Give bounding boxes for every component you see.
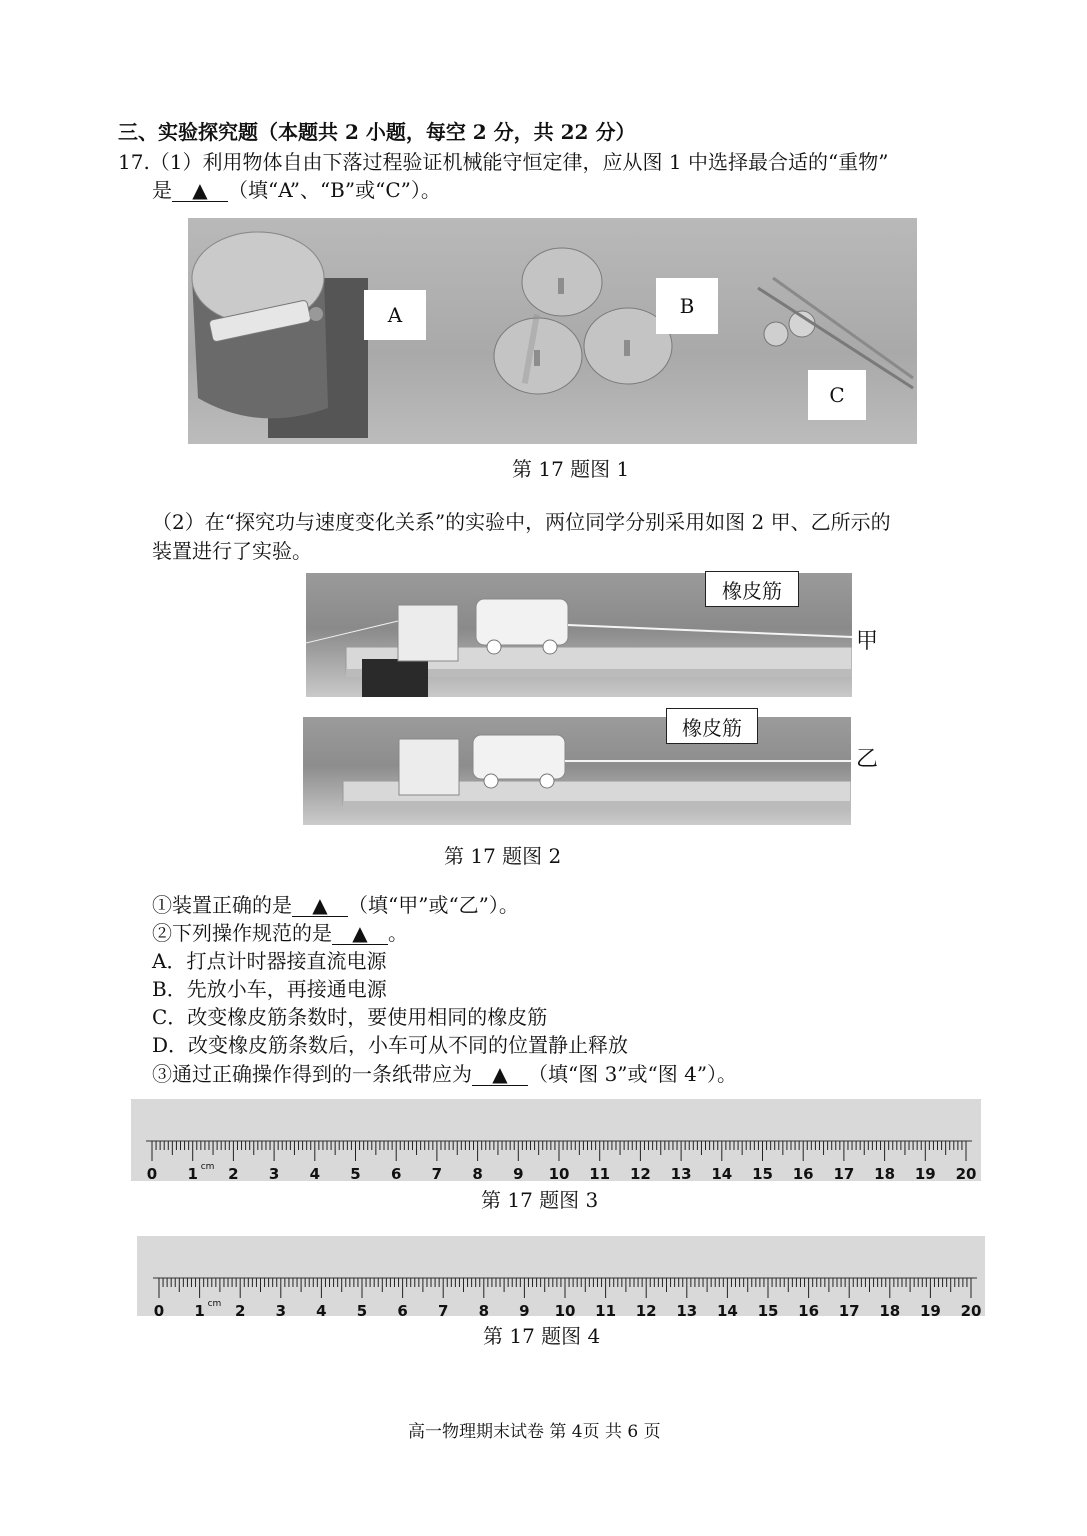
fig3-tick-label: 14 <box>711 1165 733 1181</box>
q17-sub1-pre: ①装置正确的是 <box>152 893 292 917</box>
q17-part2-line2: 装置进行了实验。 <box>152 539 312 563</box>
fig3-tick-label: 15 <box>752 1165 773 1181</box>
fig3-tick-label: 17 <box>833 1165 855 1181</box>
fig4-tick-label: 3 <box>275 1302 287 1316</box>
fig3-tick-label: 12 <box>629 1165 651 1181</box>
q17-part1-pre: 是 <box>152 178 172 202</box>
fig2-jia-band-label: 橡皮筋 <box>705 571 799 607</box>
fig4-tick-label: 20 <box>960 1302 982 1316</box>
fig2-yi-band-label: 橡皮筋 <box>666 708 758 744</box>
fig3-tick-label: 9 <box>513 1165 524 1181</box>
q17-part1-post: （填“A”、“B”或“C”）。 <box>228 178 441 202</box>
fig1-label-c: C <box>808 370 866 420</box>
fig4-tick-label: 10 <box>554 1302 576 1316</box>
fig4-tick-label: 1 <box>194 1302 205 1316</box>
q17-sub1 <box>152 891 519 919</box>
fig1-caption: 第 17 题图 1 <box>512 457 630 481</box>
q17-sub2-post: 。 <box>388 921 408 945</box>
fig2-jia-mark: 甲 <box>856 629 879 654</box>
fig1-photo <box>188 218 917 444</box>
fig3-tick-label: 18 <box>874 1165 896 1181</box>
q17-part1-line1: 17.（1）利用物体自由下落过程验证机械能守恒定律，应从图 1 中选择最合适的“重物” <box>118 150 889 174</box>
fig4-tick-label: 17 <box>838 1302 860 1316</box>
fig3-tick-label: 20 <box>955 1165 977 1181</box>
fig3-tick-label: 2 <box>228 1165 239 1181</box>
fig2-caption: 第 17 题图 2 <box>444 844 562 868</box>
fig3-tick-label: 13 <box>670 1165 692 1181</box>
fig3-ruler <box>131 1099 981 1181</box>
section-heading: 三、实验探究题（本题共 2 小题，每空 2 分，共 22 分） <box>118 120 636 144</box>
fig4-tick-label: 14 <box>716 1302 738 1316</box>
q17-sub2-pre: ②下列操作规范的是 <box>152 921 332 945</box>
fig4-tick-label: 12 <box>635 1302 657 1316</box>
fig4-tick-label: 9 <box>519 1302 530 1316</box>
q17-sub3 <box>152 1060 737 1088</box>
fig4-ruler-scale <box>137 1236 985 1316</box>
fig4-tick-label: 13 <box>676 1302 698 1316</box>
fig3-tick-label: 8 <box>472 1165 483 1181</box>
fig4-tick-label: 11 <box>595 1302 617 1316</box>
fig2-yi-mark: 乙 <box>856 747 879 772</box>
fig3-tick-label: 11 <box>589 1165 611 1181</box>
fig2-yi-apparatus <box>303 717 851 825</box>
fig4-caption: 第 17 题图 4 <box>483 1324 601 1348</box>
fig2-yi-photo <box>303 717 851 825</box>
fig4-tick-label: 18 <box>879 1302 901 1316</box>
fig3-tick-label: 1 <box>187 1165 198 1181</box>
q17-part1-line2 <box>152 176 441 204</box>
fig4-tick-label: 4 <box>316 1302 327 1316</box>
fig1-label-a: A <box>364 290 426 340</box>
fig4-tick-label: 8 <box>478 1302 490 1316</box>
fig4-unit-label: cm <box>207 1299 222 1309</box>
q17-sub1-post: （填“甲”或“乙”）。 <box>348 893 519 917</box>
fig4-tick-label: 19 <box>919 1302 941 1316</box>
q17-sub3-post: （填“图 3”或“图 4”）。 <box>528 1062 738 1086</box>
fig3-tick-label: 7 <box>431 1165 443 1181</box>
fig4-tick-label: 6 <box>397 1302 408 1316</box>
answer-blank-4[interactable]: ▲ <box>472 1063 528 1086</box>
option-c: C．改变橡皮筋条数时，要使用相同的橡皮筋 <box>152 1005 548 1029</box>
fig4-tick-label: 0 <box>153 1302 165 1316</box>
fig3-unit-label: cm <box>200 1162 215 1172</box>
fig4-tick-label: 2 <box>234 1302 246 1316</box>
fig3-tick-label: 16 <box>792 1165 814 1181</box>
fig3-tick-label: 3 <box>268 1165 280 1181</box>
option-b: B．先放小车，再接通电源 <box>152 977 387 1001</box>
option-d: D．改变橡皮筋条数后，小车可从不同的位置静止释放 <box>152 1033 629 1057</box>
option-a: A．打点计时器接直流电源 <box>152 949 387 973</box>
fig3-tick-label: 4 <box>309 1165 321 1181</box>
fig3-ruler-scale <box>131 1099 981 1181</box>
fig3-tick-label: 0 <box>146 1165 158 1181</box>
fig4-tick-label: 5 <box>356 1302 368 1316</box>
q17-part2-line1: （2）在“探究功与速度变化关系”的实验中，两位同学分别采用如图 2 甲、乙所示的 <box>152 510 891 534</box>
page-footer: 高一物理期末试卷 第 4页 共 6 页 <box>408 1422 661 1442</box>
q17-sub2 <box>152 919 408 947</box>
fig4-tick-label: 7 <box>437 1302 449 1316</box>
fig3-tick-label: 5 <box>350 1165 361 1181</box>
answer-blank-2[interactable]: ▲ <box>292 894 348 917</box>
fig3-caption: 第 17 题图 3 <box>481 1188 599 1212</box>
fig4-tick-label: 15 <box>757 1302 779 1316</box>
fig3-tick-label: 6 <box>390 1165 402 1181</box>
fig4-ruler <box>137 1236 985 1316</box>
answer-blank-1[interactable]: ▲ <box>172 179 228 202</box>
fig1-label-b: B <box>656 278 718 334</box>
fig4-tick-label: 16 <box>798 1302 820 1316</box>
q17-sub3-pre: ③通过正确操作得到的一条纸带应为 <box>152 1062 472 1086</box>
answer-blank-3[interactable]: ▲ <box>332 922 388 945</box>
fig3-tick-label: 19 <box>914 1165 936 1181</box>
fig3-tick-label: 10 <box>548 1165 570 1181</box>
